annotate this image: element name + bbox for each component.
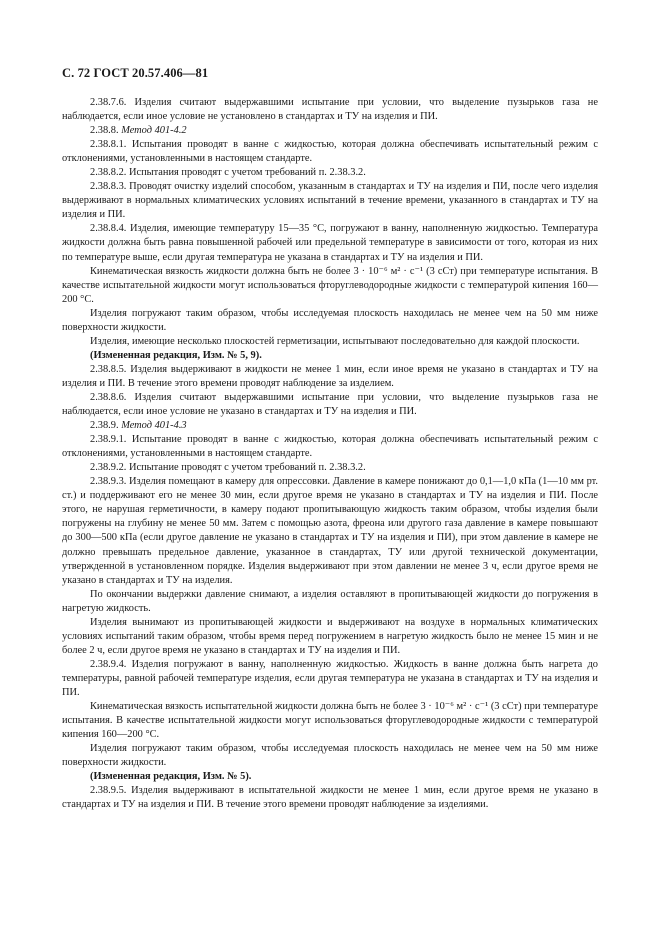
- section-number: 2.38.8.: [90, 125, 119, 137]
- paragraph: 2.38.8.6. Изделия считают выдержавшими испытание при условии, что выделение пузырьков газа не наблюдается, если иное условие не указано в стандартах и ТУ на изделия и ПИ.: [62, 391, 598, 418]
- paragraph: 2.38.9.3. Изделия помещают в камеру для опрессовки. Давление в камере понижают до 0,1—1,0 кПа (1—10 мм рт. ст.) и поддерживают его не менее 30 мин, если другое время не указано в стандартах и ТУ на изделия и ПИ. После этого, не нарушая герметичности, в камеру подают пропитывающую жидкость таким образом, чтобы изделия были погружены на глубину не менее 50 мм. Затем с помощью азота, фреона или другого газа давление в камере повышают до 300—500 кПа (если другое давление не указано в стандартах и ТУ на изделия и ПИ), при этом давление в камере не должно превышать предельное давление, указанное в стандартах, ТУ или другой технической документации, утвержденной в установленном порядке. Изделия выдерживают при этом давлении не менее 3 ч, если другое время не указано в стандартах и ТУ на изделия.: [62, 476, 598, 586]
- paragraph: По окончании выдержки давление снимают, а изделия оставляют в пропитывающей жидкости до погружения в нагретую жидкость.: [62, 588, 598, 614]
- paragraph: 2.38.8.1. Испытания проводят в ванне с жидкостью, которая должна обеспечивать испытательный режим с отклонениями, установленными в настоящем стандарте.: [62, 139, 598, 165]
- paragraph: 2.38.8.2. Испытания проводят с учетом требований п. 2.38.3.2.: [90, 167, 366, 179]
- revision-note: (Измененная редакция, Изм. № 5).: [90, 771, 252, 783]
- document-body: [62, 96, 598, 812]
- paragraph: 2.38.9.4. Изделия погружают в ванну, наполненную жидкостью. Жидкость в ванне должна быть нагрета до температуры, равной рабочей температуре изделия, если другая температура не указана в стандартах и ТУ на изделия и ПИ.: [62, 658, 598, 698]
- paragraph: 2.38.9.1. Испытание проводят в ванне с жидкостью, которая должна обеспечивать испытательный режим с отклонениями, установленными в настоящем стандарте.: [62, 434, 598, 460]
- paragraph: Изделия погружают таким образом, чтобы исследуемая плоскость находилась не менее чем на 50 мм ниже поверхности жидкости.: [62, 307, 598, 333]
- paragraph: Изделия погружают таким образом, чтобы исследуемая плоскость находилась не менее чем на 50 мм ниже поверхности жидкости.: [62, 743, 598, 769]
- paragraph: 2.38.9.2. Испытание проводят с учетом требований п. 2.38.3.2.: [90, 462, 366, 474]
- section-heading: [62, 124, 598, 138]
- paragraph: 2.38.9.5. Изделия выдерживают в испытательной жидкости не менее 1 мин, если другое время не указано в стандартах и ТУ на изделия и ПИ. В течение этого времени проводят наблюдение за изделиями.: [62, 785, 598, 811]
- paragraph: Изделия, имеющие несколько плоскостей герметизации, испытывают последовательно для каждой плоскости.: [90, 335, 580, 347]
- revision-note: (Измененная редакция, Изм. № 5, 9).: [90, 349, 262, 361]
- method-title: Метод 401-4.3: [121, 420, 187, 432]
- page-header: С. 72 ГОСТ 20.57.406—81: [62, 66, 209, 80]
- paragraph: Кинематическая вязкость испытательной жидкости должна быть не более 3 · 10⁻⁶ м² · с⁻¹ (3 сСт) при температуре испытания. В качестве испытательной жидкости могут использоваться фторуглеводородные жидкости с температурой кипения 160—200 °С.: [62, 701, 598, 741]
- section-number: 2.38.9.: [90, 420, 119, 432]
- paragraph: 2.38.8.4. Изделия, имеющие температуру 15—35 °С, погружают в ванну, наполненную жидкостью. Температура жидкости должна быть равна повышенной рабочей или предельной температуре в зависимости от того, которая из них по температуре выше, если другая температура не указана в стандартах и ТУ на изделия и ПИ.: [62, 223, 598, 263]
- paragraph: Изделия вынимают из пропитывающей жидкости и выдерживают на воздухе в нормальных климатических условиях испытаний таким образом, чтобы время перед погружением в нагретую жидкость было не менее 15 мин и не более 2 ч, если другое время не указано в стандартах и ТУ на изделия и ПИ.: [62, 616, 598, 656]
- method-title: Метод 401-4.2: [121, 125, 187, 137]
- paragraph: 2.38.8.5. Изделия выдерживают в жидкости не менее 1 мин, если иное время не указано в стандартах и ТУ на изделия и ПИ. В течение этого времени проводят наблюдение за изделием.: [62, 363, 598, 389]
- paragraph: Кинематическая вязкость жидкости должна быть не более 3 · 10⁻⁶ м² · с⁻¹ (3 сСт) при температуре испытания. В качестве испытательной жидкости могут использоваться фторуглеводородные жидкости с температурой кипения 160—200 °С.: [62, 265, 598, 305]
- paragraph: 2.38.7.6. Изделия считают выдержавшими испытание при условии, что выделение пузырьков газа не наблюдается, если иное условие не установлено в стандартах и ТУ на изделия и ПИ.: [62, 97, 598, 123]
- section-heading: [62, 419, 598, 433]
- paragraph: 2.38.8.3. Проводят очистку изделий способом, указанным в стандартах и ТУ на изделия и ПИ, после чего изделия выдерживают в нормальных климатических условиях испытаний в течение времени, указанного в стандартах и ТУ на изделия и ПИ.: [62, 181, 598, 221]
